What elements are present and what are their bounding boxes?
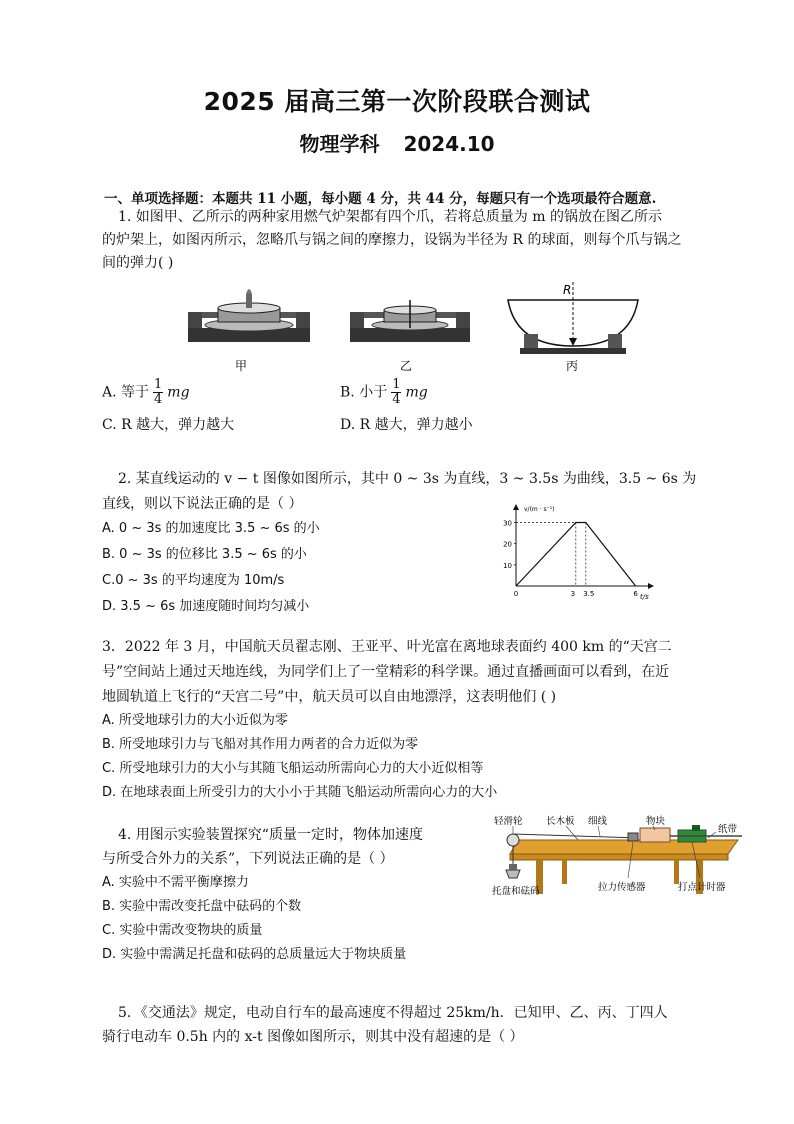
vt-x-tick-label: 3.5 bbox=[583, 590, 595, 598]
exam-date: 2024.10 bbox=[403, 132, 495, 156]
q2-line1: 2. 某直线运动的 v − t 图像如图所示，其中 0 ~ 3s 为直线，3 ~ 3.5s 为曲线，3.5 ~ 6s 为 bbox=[118, 471, 697, 487]
stove-jia-drawing bbox=[188, 289, 310, 342]
block bbox=[640, 828, 670, 842]
fraction-one-quarter: $\frac{1}{4}$ bbox=[392, 377, 401, 407]
tray-weights bbox=[506, 870, 520, 878]
q4-option-c: C. 实验中需改变物块的质量 bbox=[102, 923, 263, 938]
q3-option-d: D. 在地球表面上所受引力的大小小于其随飞船运动所需向心力的大小 bbox=[102, 785, 498, 800]
label-pulley: 轻滑轮 bbox=[494, 816, 523, 827]
q1-option-a: A. 等于 $\frac{1}{4}$ mg bbox=[102, 377, 190, 407]
q1-figure bbox=[180, 282, 640, 374]
q3-option-c: C. 所受地球引力的大小与其随飞船运动所需向心力的大小近似相等 bbox=[102, 761, 484, 776]
q3-option-b: B. 所受地球引力与飞船对其作用力两者的合力近似为零 bbox=[102, 737, 419, 752]
q3-line3: 地圆轨道上飞行的“天宫二号”中，航天员可以自由地漂浮，这表明他们 ( ) bbox=[102, 689, 557, 705]
x-axis-label: t/s bbox=[640, 593, 649, 601]
q5-line1: 5．《交通法》规定，电动自行车的最高速度不得超过 25km/h．已知甲、乙、丙、丁四人 bbox=[118, 1005, 668, 1021]
pulley bbox=[507, 834, 519, 846]
q2-option-d: D. 3.5 ~ 6s 加速度随时间均匀减小 bbox=[102, 599, 310, 614]
q2-option-b: B. 0 ~ 3s 的位移比 3.5 ~ 6s 的小 bbox=[102, 547, 307, 562]
bowl-radius-label: R bbox=[563, 283, 572, 297]
label-board: 长木板 bbox=[546, 816, 575, 827]
vt-y-tick-label: 30 bbox=[503, 519, 512, 528]
exam-title: 2025 届高三第一次阶段联合测试 bbox=[203, 87, 591, 116]
q3-line1: 3．2022 年 3 月，中国航天员翟志刚、王亚平、叶光富在离地球表面约 400 km 的“天宫二 bbox=[102, 639, 672, 655]
q1-option-d: D. R 越大，弹力越小 bbox=[340, 417, 473, 433]
vt-y-tick-label: 10 bbox=[503, 561, 512, 570]
q4-apparatus-figure bbox=[488, 814, 750, 906]
q2-line2: 直线，则以下说法正确的是（ ） bbox=[102, 496, 303, 512]
label-tray: 托盘和砝码 bbox=[492, 886, 540, 897]
stove-yi-drawing bbox=[350, 300, 470, 342]
label-timer: 打点计时器 bbox=[678, 882, 726, 893]
bowl-bing-drawing bbox=[508, 282, 638, 354]
y-axis-label: v/(m · s⁻¹) bbox=[524, 506, 555, 513]
section-heading: 一、单项选择题：本题共 11 小题，每小题 4 分，共 44 分，每题只有一个选项最符合题意. bbox=[104, 191, 657, 207]
q5-line2: 骑行电动车 0.5h 内的 x-t 图像如图所示，则其中没有超速的是（ ） bbox=[102, 1029, 524, 1045]
vt-chart bbox=[498, 502, 658, 606]
q1-line2: 的炉架上，如图丙所示，忽略爪与锅之间的摩擦力，设锅为半径为 R 的球面，则每个爪与锅之 bbox=[102, 232, 682, 248]
vt-x-tick-label: 0 bbox=[513, 590, 519, 598]
label-block: 物块 bbox=[646, 816, 666, 827]
vt-x-tick-label: 3 bbox=[570, 590, 576, 598]
q4-option-d: D. 实验中需满足托盘和砝码的总质量远大于物块质量 bbox=[102, 947, 407, 962]
q4-line1: 4. 用图示实验装置探究“质量一定时，物体加速度 bbox=[118, 827, 423, 843]
q2-option-a: A. 0 ~ 3s 的加速度比 3.5 ~ 6s 的小 bbox=[102, 521, 320, 536]
fig-label-yi: 乙 bbox=[400, 359, 413, 373]
fraction-one-quarter: $\frac{1}{4}$ bbox=[154, 377, 163, 407]
q4-line2: 与所受合外力的关系”，下列说法正确的是（ ） bbox=[102, 851, 394, 867]
q1-line1: 1. 如图甲、乙所示的两种家用燃气炉架都有四个爪，若将总质量为 m 的锅放在图乙所示 bbox=[118, 209, 662, 225]
q3-line2: 号”空间站上通过天地连线，为同学们上了一堂精彩的科学课。通过直播画面可以看到，在近 bbox=[102, 664, 670, 680]
q3-option-a: A. 所受地球引力的大小近似为零 bbox=[102, 713, 288, 728]
force-sensor bbox=[628, 833, 638, 841]
label-tape: 纸带 bbox=[718, 824, 738, 835]
q1-option-b: B. 小于 $\frac{1}{4}$ mg bbox=[340, 377, 428, 407]
q4-option-b: B. 实验中需改变托盘中砝码的个数 bbox=[102, 899, 302, 914]
q1-line3: 间的弹力( ) bbox=[102, 255, 174, 271]
x-axis-arrow bbox=[648, 583, 654, 589]
y-axis-arrow bbox=[513, 504, 519, 510]
subject-label: 物理学科 bbox=[299, 132, 380, 156]
label-string: 细线 bbox=[588, 816, 608, 827]
q4-option-a: A. 实验中不需平衡摩擦力 bbox=[102, 875, 249, 890]
fig-label-bing: 丙 bbox=[566, 359, 579, 373]
vt-y-tick-label: 20 bbox=[503, 540, 512, 549]
fig-label-jia: 甲 bbox=[235, 359, 248, 373]
exam-subtitle bbox=[0, 128, 794, 157]
label-sensor: 拉力传感器 bbox=[598, 882, 646, 893]
q2-option-c: C.0 ~ 3s 的平均速度为 10m/s bbox=[102, 573, 285, 588]
vt-x-tick-label: 6 bbox=[633, 590, 638, 598]
q1-option-c: C. R 越大，弹力越大 bbox=[102, 417, 235, 433]
